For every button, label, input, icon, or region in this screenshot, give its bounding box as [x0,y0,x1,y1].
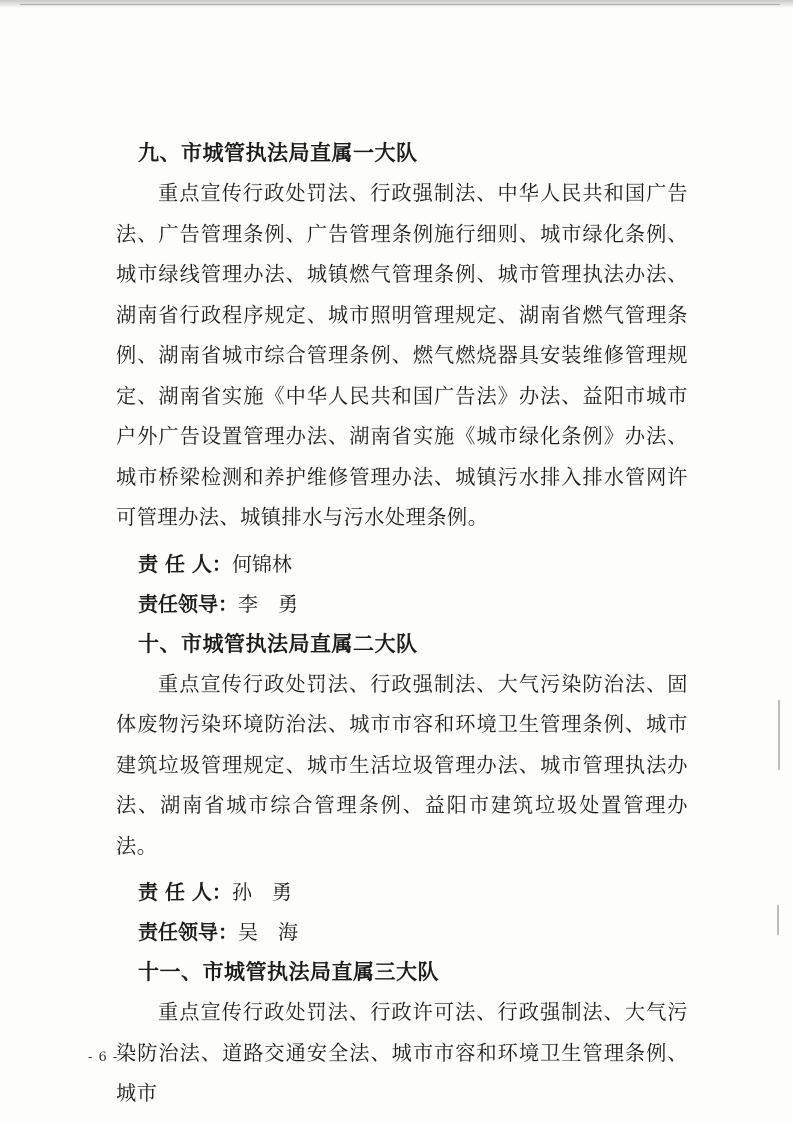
document-body [116,133,688,1114]
section-body: 重点宣传行政处罚法、行政强制法、大气污染防治法、固体废物污染环境防治法、城市市容和环境卫生管理条例、城市建筑垃圾管理规定、城市生活垃圾管理办法、城市管理执法办法、湖南省城市综合管理条例、益阳市建筑垃圾处置管理办法。 [116,671,688,858]
responsible-person-name: 何锦林 [231,551,292,576]
section-body: 重点宣传行政处罚法、行政强制法、中华人民共和国广告法、广告管理条例、广告管理条例施行细则、城市绿化条例、城市绿线管理办法、城镇燃气管理条例、城市管理执法办法、湖南省行政程序规定、城市照明管理规定、湖南省燃气管理条例、湖南省城市综合管理条例、燃气燃烧器具安装维修管理规定、湖南省实施《中华人民共和国广告法》办法、益阳市城市户外广告设置管理办法、湖南省实施《城市绿化条例》办法、城市桥梁检测和养护维修管理办法、城镇污水排入排水管网许可管理办法、城镇排水与污水处理条例。 [116,181,688,529]
leader-label: 责任领导： [138,591,238,616]
leader-name: 吴 海 [238,920,298,944]
scan-margin-mark [778,700,780,770]
section-9 [116,133,688,624]
responsible-person-label: 责 任 人： [138,880,232,904]
section-body: 重点宣传行政处罚法、行政许可法、行政强制法、大气污染防治法、道路交通安全法、城市市容和环境卫生管理条例、城市 [116,1000,688,1105]
leader-line [116,584,688,624]
section-heading: 十一、市城管执法局直属三大队 [138,960,439,984]
section-heading: 十、市城管执法局直属二大队 [138,631,418,656]
leader-line [116,912,688,952]
responsible-person-name: 孙 勇 [231,880,292,904]
scan-margin-mark [777,905,779,935]
leader-label: 责任领导： [138,920,238,944]
responsible-person-label: 责 任 人： [138,551,232,576]
leader-name: 李 勇 [238,591,298,616]
responsible-person-line [116,544,688,584]
section-10 [116,624,688,953]
section-heading: 九、市城管执法局直属一大队 [138,141,418,165]
page-number: - 6 - [88,1050,119,1065]
section-11 [116,952,688,1114]
responsible-person-line [116,872,688,912]
scan-top-line [20,4,780,5]
